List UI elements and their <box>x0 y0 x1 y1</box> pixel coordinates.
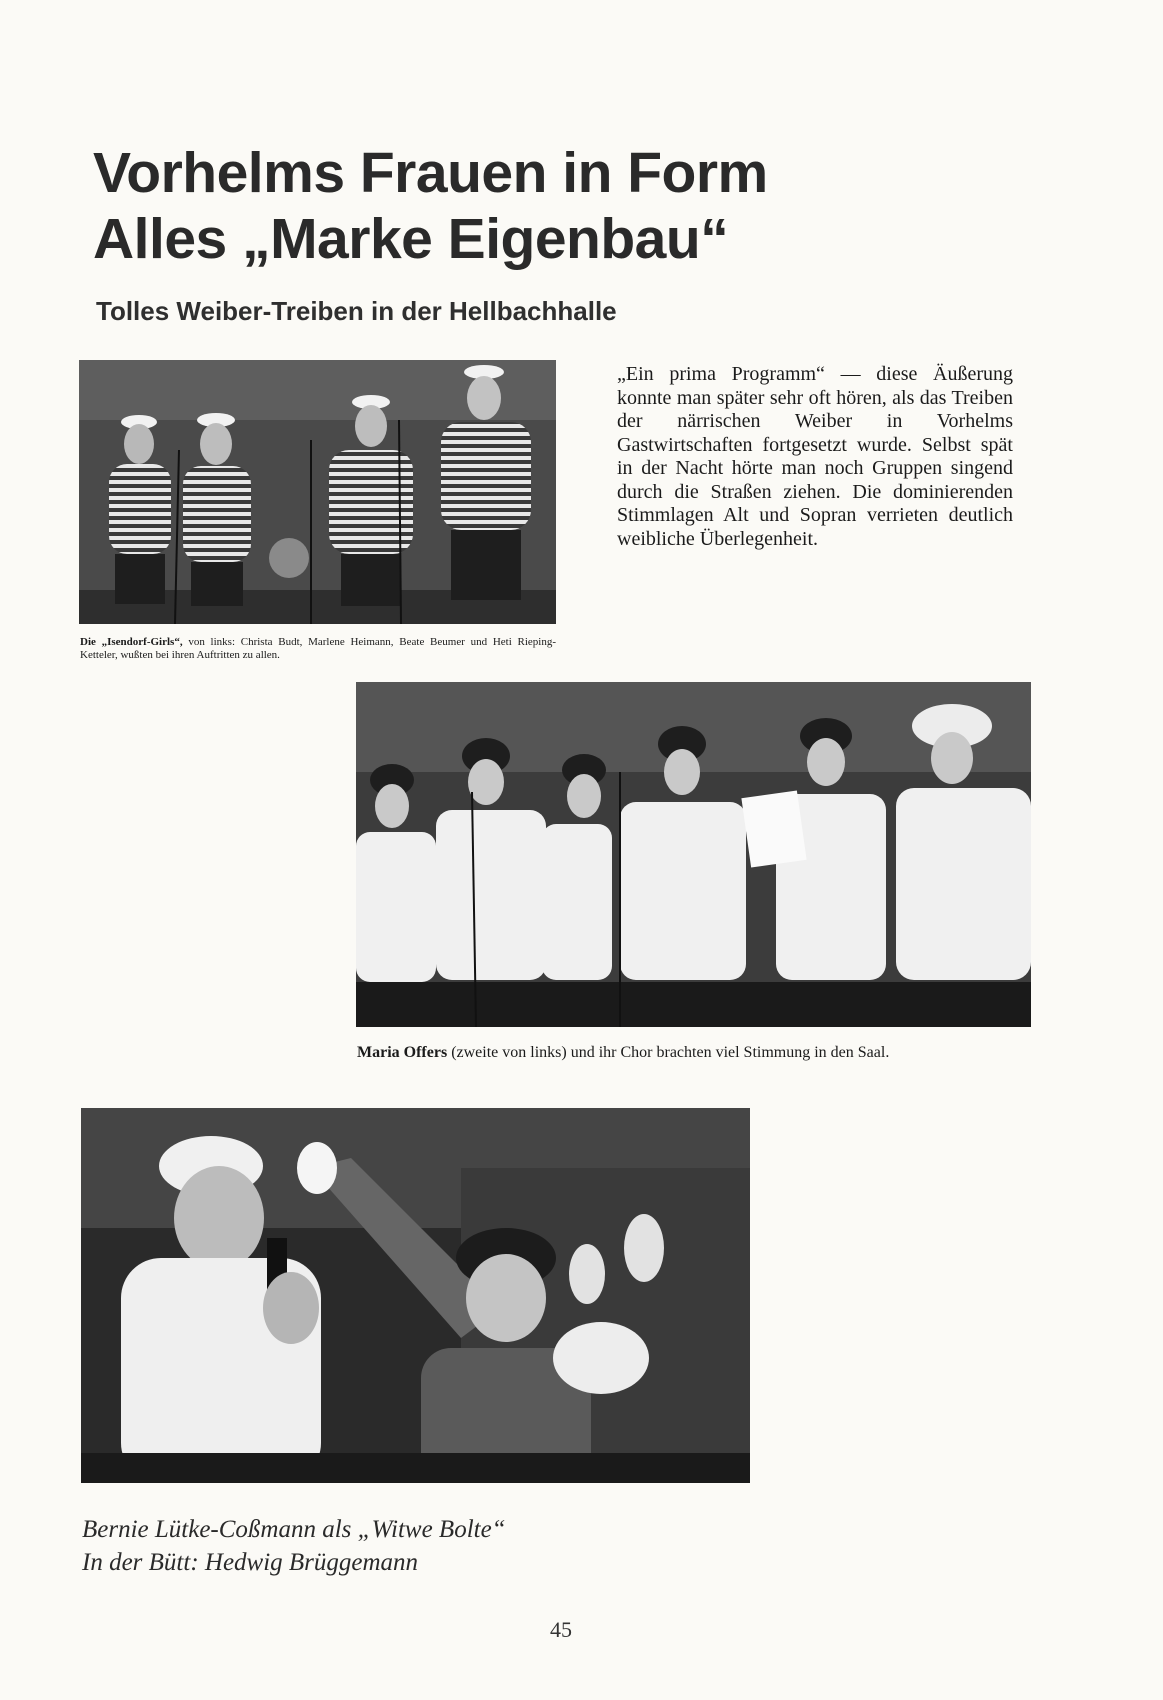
photo-witwe-bolte <box>81 1108 750 1483</box>
photo1-caption-text: von links: Christa Budt, Marlene Heimann, Beate Beumer und Heti Rieping-Ketteler, wußten bei ihren Auftritten zu allen. <box>80 636 556 661</box>
headline-line-1: Vorhelms Frauen in Form <box>93 141 768 205</box>
headline <box>93 140 993 272</box>
page-number: 45 <box>550 1617 572 1642</box>
photo1-caption-bold: Die „Isendorf-Girls“, <box>80 636 183 648</box>
photo1-caption <box>80 636 556 662</box>
article-body: „Ein prima Programm“ — diese Äußerung konnte man später sehr oft hören, als das Treiben der närrischen Weiber in Vorhelms Gastwirtschaften fortgesetzt wurde. Selbst spät in der Nacht hörte man noch Gruppen singend durch die Straßen ziehen. Die dominierenden Stimmlagen Alt und Sopran verrieten deutlich weibliche Überlegenheit. <box>617 363 1013 550</box>
photo3-caption <box>82 1513 682 1579</box>
headline-line-2: Alles „Marke Eigenbau“ <box>93 207 729 271</box>
photo3-caption-line-2: In der Bütt: Hedwig Brüggemann <box>82 1549 419 1576</box>
photo-isendorf-girls <box>79 360 556 624</box>
photo3-caption-line-1: Bernie Lütke-Coßmann als „Witwe Bolte“ <box>82 1516 506 1543</box>
photo-choir <box>356 682 1031 1027</box>
photo2-caption-text: (zweite von links) und ihr Chor brachten viel Stimmung in den Saal. <box>447 1044 890 1061</box>
subheadline: Tolles Weiber-Treiben in der Hellbachhalle <box>96 296 617 326</box>
photo2-caption <box>357 1043 1033 1062</box>
photo2-caption-bold: Maria Offers <box>357 1044 448 1061</box>
